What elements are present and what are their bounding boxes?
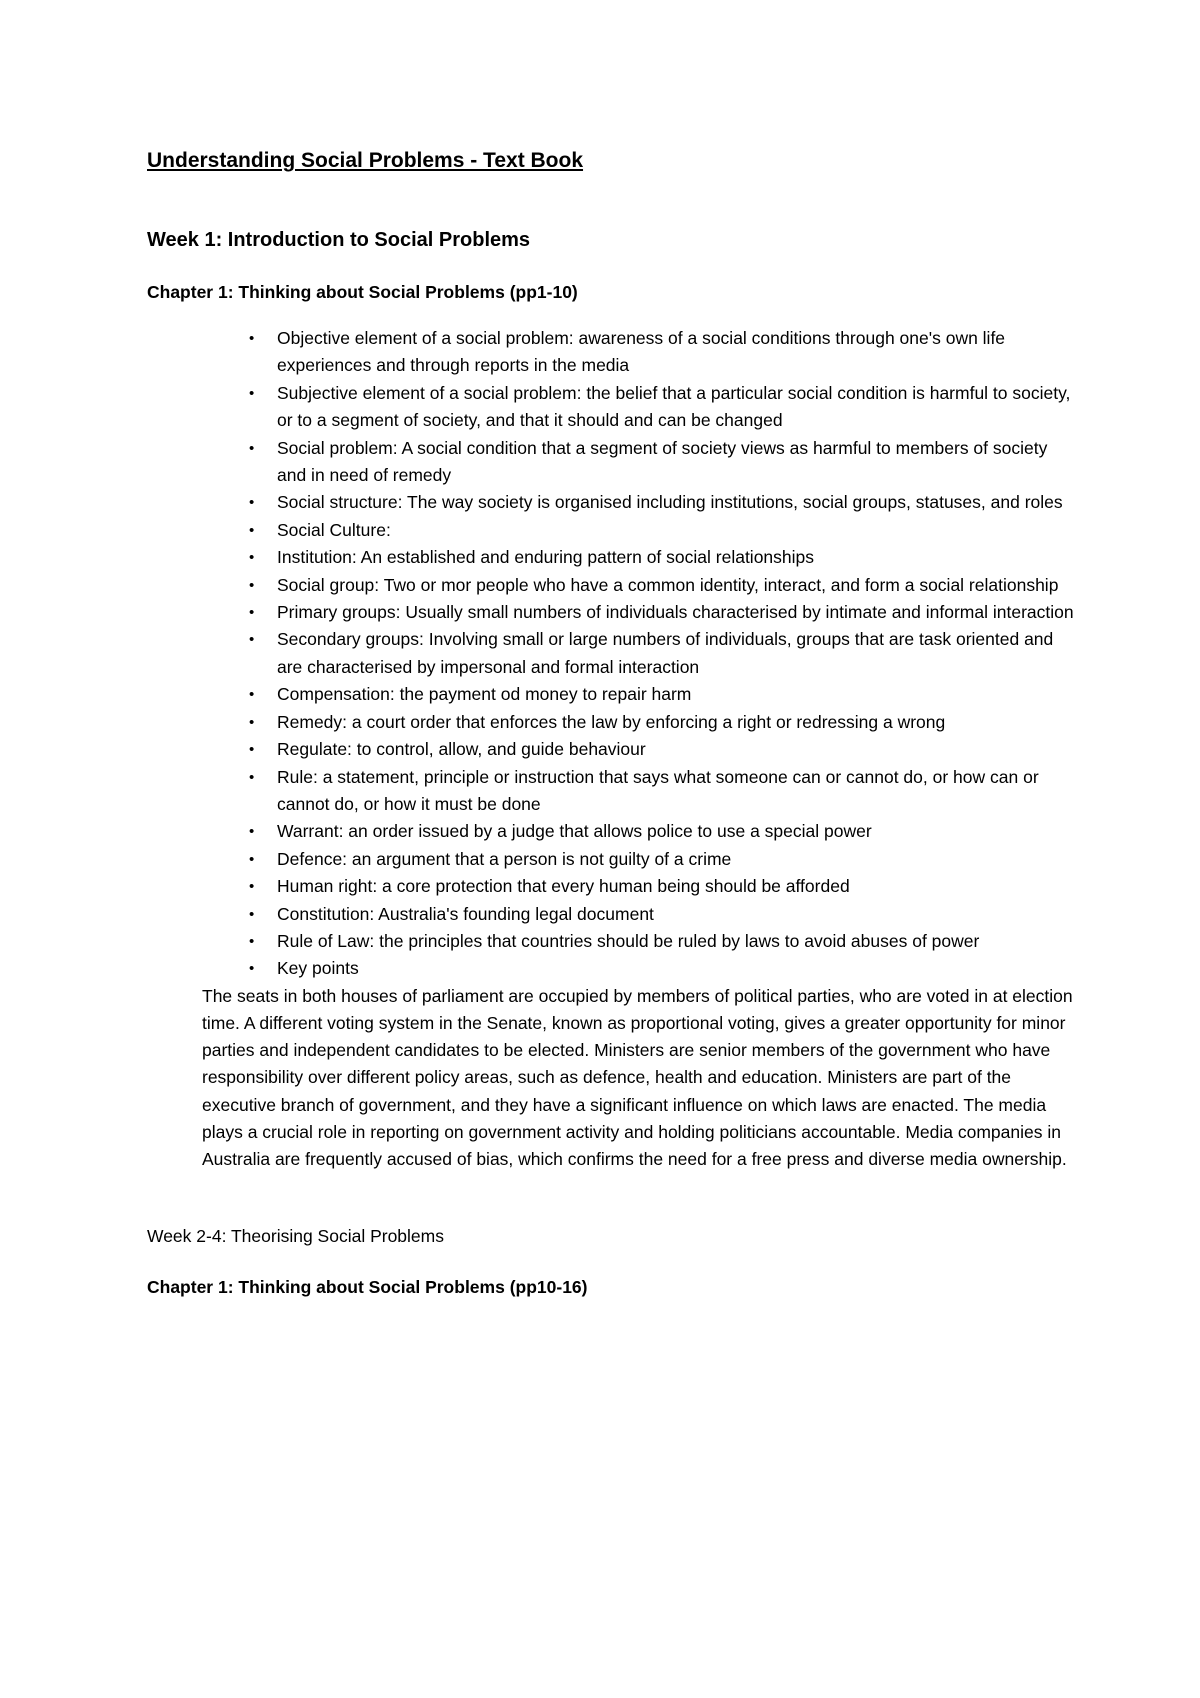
bullet-icon: • — [249, 932, 255, 950]
list-item-text: Regulate: to control, allow, and guide behaviour — [277, 739, 646, 760]
list-item — [249, 489, 1077, 516]
bullet-icon: • — [249, 576, 255, 594]
list-item-text: Social Culture: — [277, 519, 391, 540]
bullet-icon: • — [249, 330, 255, 347]
definitions-list — [147, 325, 1077, 983]
bullet-icon: • — [249, 686, 255, 704]
bullet-icon: • — [249, 850, 255, 868]
list-item-text: Social structure: The way society is organised including institutions, social groups, statuses, and roles — [277, 492, 1063, 513]
list-item — [249, 955, 1077, 982]
bullet-icon: • — [249, 905, 255, 923]
bullet-icon: • — [249, 604, 255, 622]
list-item — [249, 626, 1077, 681]
week-2-4-heading: Week 2-4: Theorising Social Problems — [147, 1226, 444, 1247]
bullet-icon: • — [249, 741, 255, 759]
list-item — [249, 435, 1077, 490]
list-item — [249, 380, 1077, 435]
list-item — [249, 846, 1077, 873]
list-item-text: Defence: an argument that a person is not guilty of a crime — [277, 848, 732, 869]
list-item — [249, 544, 1077, 571]
list-item — [249, 818, 1077, 845]
list-item — [249, 764, 1077, 819]
list-item-text: Constitution: Australia's founding legal document — [277, 903, 654, 924]
list-item-text: Rule: a statement, principle or instruction that says what someone can or cannot do, or how can or cannot do, or how it must be done — [277, 766, 1039, 814]
list-item-text: Objective element of a social problem: awareness of a social conditions through one's own life experiences and through reports in the media — [277, 328, 1006, 376]
bullet-icon: • — [249, 549, 255, 567]
bullet-icon: • — [249, 631, 255, 649]
list-item — [249, 736, 1077, 763]
bullet-icon: • — [249, 494, 255, 512]
list-item-text: Remedy: a court order that enforces the law by enforcing a right or redressing a wrong — [277, 711, 946, 732]
week-2-4-chapter-heading: Chapter 1: Thinking about Social Problems (pp10-16) — [147, 1277, 588, 1298]
list-item — [249, 709, 1077, 736]
list-item-text: Rule of Law: the principles that countries should be ruled by laws to avoid abuses of power — [277, 930, 980, 951]
list-item-text: Secondary groups: Involving small or large numbers of individuals, groups that are task oriented and are characterised by impersonal and formal interaction — [277, 629, 1054, 677]
list-item — [249, 901, 1077, 928]
bullet-icon: • — [249, 439, 255, 457]
list-item-text: Social group: Two or mor people who have a common identity, interact, and form a social relationship — [277, 574, 1059, 595]
bullet-icon: • — [249, 713, 255, 731]
bullet-icon: • — [249, 960, 255, 978]
list-item — [249, 325, 1077, 380]
list-item — [249, 928, 1077, 955]
list-item — [249, 517, 1077, 544]
bullet-icon: • — [249, 384, 255, 402]
week-1-chapter-heading: Chapter 1: Thinking about Social Problems (pp1-10) — [147, 282, 578, 302]
list-item — [249, 873, 1077, 900]
document-title: Understanding Social Problems - Text Book — [147, 149, 584, 172]
list-item-text: Compensation: the payment od money to repair harm — [277, 684, 692, 705]
bullet-icon: • — [249, 823, 255, 841]
list-item-text: Subjective element of a social problem: the belief that a particular social condition is harmful to society, or to a segment of society, and that it should and can be changed — [277, 382, 1071, 431]
list-item-text: Social problem: A social condition that a segment of society views as harmful to members of society and in need of remedy — [277, 437, 1048, 486]
list-item — [249, 681, 1077, 708]
key-points-paragraph: The seats in both houses of parliament are occupied by members of political parties, who are voted in at election time. A different voting system in the Senate, known as proportional voting, gives a greater opportunity for minor parties and independent candidates to be elected. Ministers are senior members of the government who have responsibility over different policy areas, such as defence, health and education. Ministers are part of the executive branch of government, and they have a significant influence on which laws are enacted. The media plays a crucial role in reporting on government activity and holding politicians accountable. Media companies in Australia are frequently accused of bias, which confirms the need for a free press and diverse media ownership. — [202, 985, 1073, 1169]
week-1-heading: Week 1: Introduction to Social Problems — [147, 229, 531, 251]
list-item-text: Institution: An established and enduring pattern of social relationships — [277, 547, 815, 568]
list-item-text: Warrant: an order issued by a judge that allows police to use a special power — [277, 821, 872, 842]
list-item-text: Primary groups: Usually small numbers of individuals characterised by intimate and informal interaction — [277, 602, 1074, 623]
list-item-text: Human right: a core protection that every human being should be afforded — [277, 876, 850, 897]
list-item-text: Key points — [277, 958, 359, 979]
list-item — [249, 572, 1077, 599]
bullet-icon: • — [249, 878, 255, 896]
list-item — [249, 599, 1077, 626]
bullet-icon: • — [249, 521, 255, 539]
bullet-icon: • — [249, 768, 255, 786]
document-body — [147, 146, 1077, 1300]
